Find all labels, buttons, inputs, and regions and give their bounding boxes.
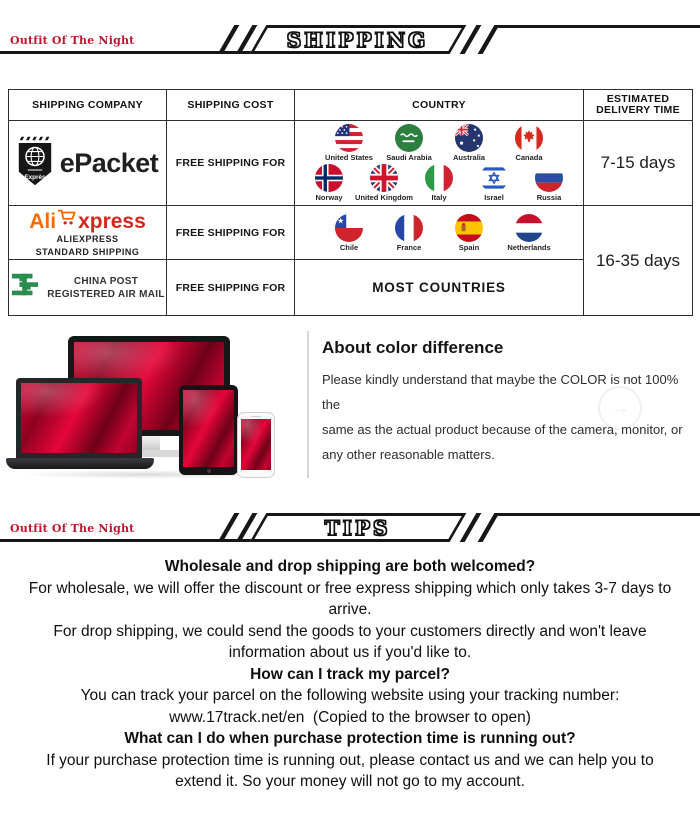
flag-item-israel (467, 164, 522, 202)
epacket-logo-text: ePacket (59, 147, 159, 178)
chinapost-line1: CHINA POST (73, 275, 139, 287)
epacket-shield-label: Exprès (24, 173, 46, 181)
table-row-aliexpress (9, 206, 693, 260)
flag-item-united-states (319, 124, 379, 162)
devices-illustration (10, 332, 305, 480)
flag-label: Norway (315, 193, 343, 202)
flag-label: France (396, 242, 422, 252)
banner-slash (478, 25, 500, 54)
chinapost-company-cell (9, 260, 167, 316)
brand-logo-text: Outfit Of The Night (10, 522, 135, 535)
flag-item-netherlands (499, 214, 559, 252)
banner-slash (218, 25, 240, 54)
aliexpress-cart-icon (57, 208, 77, 232)
flag-label: Italy (431, 193, 447, 202)
flag-label: Russia (536, 193, 562, 202)
section-divider (307, 331, 309, 478)
tips-line: For wholesale, we will offer the discount or free express shipping which only takes 3-7 days to (28, 579, 672, 597)
saudi-arabia-flag-icon (395, 124, 423, 152)
col-header-shipping-cost: SHIPPING COST (167, 90, 295, 121)
flag-item-norway (302, 164, 357, 202)
aliexpress-company-cell (9, 206, 167, 260)
russia-flag-icon (535, 164, 563, 192)
epacket-cost: FREE SHIPPING FOR (167, 121, 295, 206)
epacket-countries-cell (295, 121, 584, 206)
banner-slash (218, 513, 240, 542)
color-difference-heading: About color difference (322, 338, 504, 357)
table-row-epacket (9, 121, 693, 206)
tips-line: You can track your parcel on the following website using your tracking number: (80, 687, 620, 704)
aliexpress-cost: FREE SHIPPING FOR (167, 206, 295, 260)
tips-question: How can I track my parcel? (250, 665, 450, 683)
color-difference-line: same as the actual product because of the camera, monitor, or (322, 422, 683, 437)
chinapost-cost: FREE SHIPPING FOR (167, 260, 295, 316)
aliexpress-sub1: ALIEXPRESS (56, 233, 119, 244)
tips-line: For drop shipping, we could send the goods to your customers directly and won't leave (53, 622, 647, 640)
laptop-base (6, 458, 154, 469)
canada-flag-icon (515, 124, 543, 152)
epacket-shield-icon (17, 135, 53, 192)
flag-label: Saudi Arabia (386, 153, 432, 162)
banner-slash (478, 513, 500, 542)
flag-item-chile (319, 214, 379, 252)
shipping-banner-title: SHIPPING (287, 27, 429, 52)
banner-ribbon (250, 513, 467, 542)
chinapost-logo-icon (10, 271, 40, 304)
flag-item-united-kingdom (357, 164, 412, 202)
shipping-banner (0, 19, 700, 57)
flag-item-saudi-arabia (379, 124, 439, 162)
tips-text-block (15, 556, 685, 793)
flag-item-australia (439, 124, 499, 162)
netherlands-flag-icon (515, 214, 543, 242)
epacket-delivery-time: 7-15 days (584, 121, 693, 206)
flag-label: United States (325, 153, 373, 162)
tablet-illustration (179, 385, 238, 475)
tips-line: extend it. So your money will not go to my account. (175, 773, 525, 790)
australia-flag-icon (455, 124, 483, 152)
flag-item-russia (522, 164, 577, 202)
italy-flag-icon (425, 164, 453, 192)
aliexpress-countries-cell (295, 206, 584, 260)
flag-label: Spain (458, 242, 480, 252)
laptop-screen-illustration (16, 378, 142, 458)
chinapost-line2: REGISTERED AIR MAIL (47, 288, 165, 300)
flag-item-italy (412, 164, 467, 202)
aliexpress-sub2: STANDARD SHIPPING (35, 246, 140, 257)
tips-banner-title: TIPS (325, 515, 391, 540)
epacket-company-cell (9, 121, 167, 206)
banner-ribbon (250, 25, 467, 54)
shipping-table (8, 89, 693, 316)
brand-logo-text: Outfit Of The Night (10, 34, 135, 47)
tips-tracking-url-line: www.17track.net/en (Copied to the browser to open) (169, 708, 531, 726)
flag-label: Chile (339, 242, 359, 252)
flag-item-france (379, 214, 439, 252)
flag-label: Canada (515, 153, 543, 162)
color-difference-line: Please kindly understand that maybe the COLOR is not 100% the (322, 372, 679, 412)
israel-flag-icon (480, 164, 508, 192)
spain-flag-icon (455, 214, 483, 242)
combined-delivery-time: 16-35 days (584, 206, 693, 316)
phone-illustration (237, 412, 275, 478)
flag-label: Netherlands (507, 242, 551, 252)
carousel-arrow-watermark: → (598, 386, 642, 430)
flag-item-canada (499, 124, 559, 162)
tips-line: information about us if you'd like to. (228, 644, 472, 661)
aliexpress-logo-xpress: xpress (78, 209, 146, 233)
norway-flag-icon (315, 164, 343, 192)
flag-label: Israel (484, 193, 504, 202)
col-header-country: COUNTRY (295, 90, 584, 121)
tips-banner (0, 507, 700, 545)
col-header-shipping-company: SHIPPING COMPANY (9, 90, 167, 121)
united-kingdom-flag-icon (370, 164, 398, 192)
tips-question: What can I do when purchase protection time is running out? (124, 730, 576, 747)
tips-line: If your purchase protection time is running out, please contact us and we can help you to (46, 751, 654, 769)
color-difference-line: any other reasonable matters. (322, 447, 495, 462)
chile-flag-icon (335, 214, 363, 242)
chinapost-countries: MOST COUNTRIES (295, 260, 584, 316)
tips-line: arrive. (328, 601, 372, 618)
col-header-delivery-time: ESTIMATED DELIVERY TIME (584, 90, 693, 121)
united-states-flag-icon (335, 124, 363, 152)
banner-line-right (498, 513, 700, 516)
banner-line-right (498, 25, 700, 28)
tips-question: Wholesale and drop shipping are both welcomed? (164, 558, 536, 575)
aliexpress-logo-ali: Ali (29, 209, 57, 233)
france-flag-icon (395, 214, 423, 242)
flag-item-spain (439, 214, 499, 252)
flag-label: United Kingdom (355, 193, 413, 202)
flag-label: Australia (452, 153, 486, 162)
